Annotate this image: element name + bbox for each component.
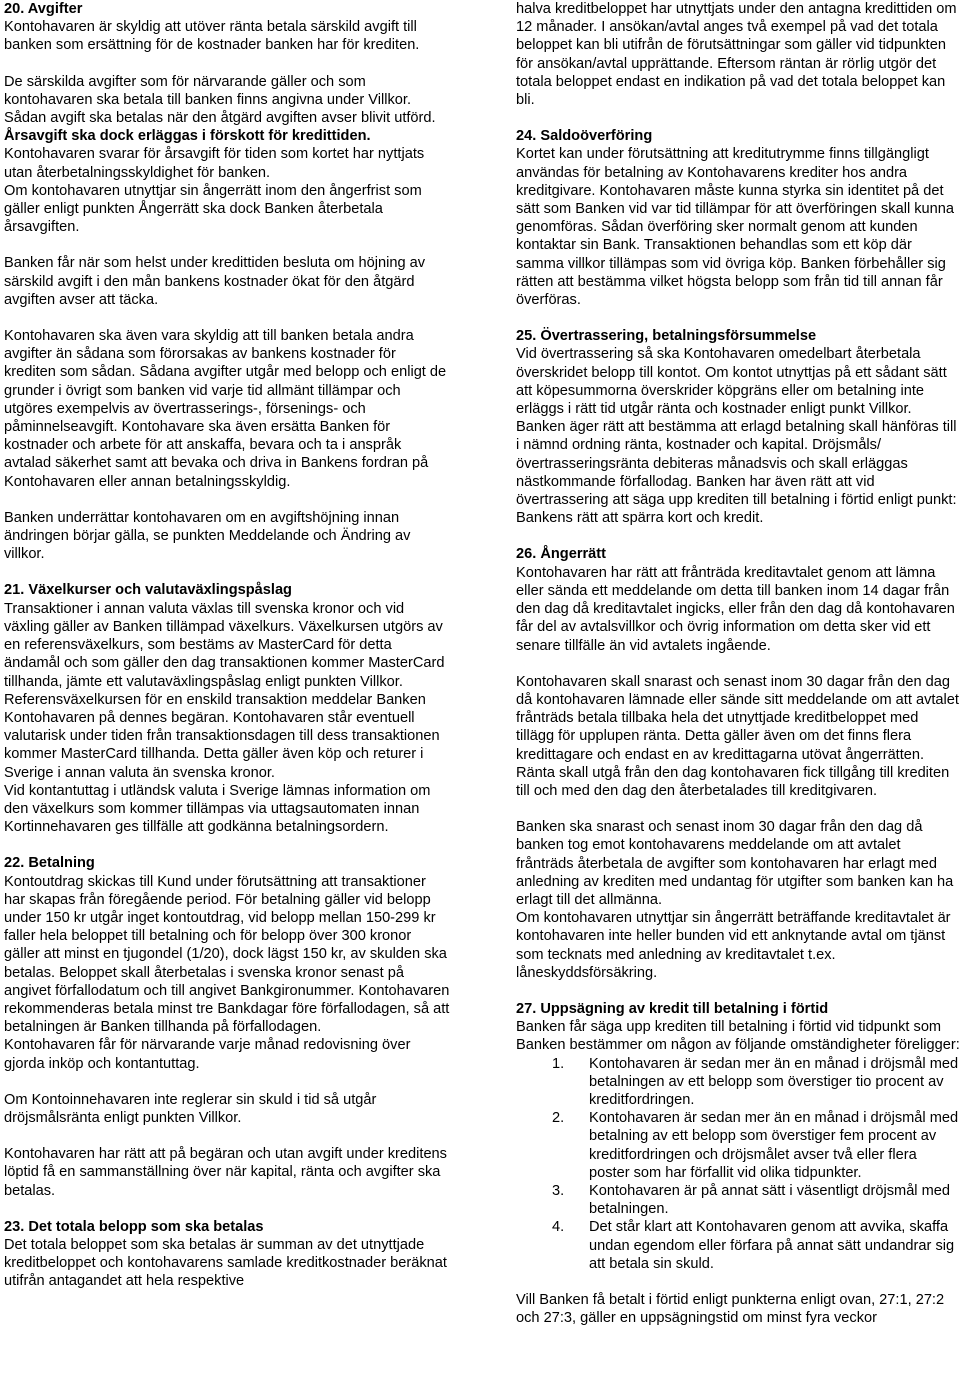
paragraph: De särskilda avgifter som för närvarande gäller och som kontohavaren ska betala till banken finns angivna under Villkor. Sådan avgift ska betalas när den åtgärd avgiften avser blivit utförd. Årsavgift ska dock erläggas i förskott för kredittiden. Kontohavaren svarar för årsavgift för tiden som kortet har nyttjats utan återbetalningsskyldighet för banken. bbox=[4, 73, 436, 181]
list-item-text: Det står klart att Kontohavaren genom att avvika, skaffa undan egendom eller förfara på annat sätt undandrar sig att betala sin skuld. bbox=[589, 1219, 955, 1272]
list-number: 4. bbox=[552, 1219, 565, 1236]
section-23-continued bbox=[516, 0, 960, 127]
paragraph: Vid övertrassering så ska Kontohavaren omedelbart återbetala överskridet belopp till kontot. Om kontot utnyttjas på ett sådant sätt att köpesummorna överskrider köpgräns eller om betalning inte erläggs i rätt tid utgår ränta och kostnader enligt punkt Villkor. Banken äger rätt att bestämma att erlagd betalning skall hänföras till i nämnd ordning ränta, kostnader och kapital. Dröjsmåls/övertrasseringsränta debiteras månadsvis och skall erläggas nästkommande förfallodag. Banken har även rätt att vid övertrassering att säga upp krediten till betalning i förtid enligt punkt: Bankens rätt att spärra kort och kredit. bbox=[516, 346, 957, 527]
section-heading: 22. Betalning bbox=[4, 855, 95, 872]
paragraph: Transaktioner i annan valuta växlas till svenska kronor och vid växling gäller av Banken tillämpad växelkurs. Växelkursen utgörs av en referensväxelkurs, som bestäms av MasterCard för detta ändamål och som gäller den dag transaktionen kommer MasterCard tillhanda, jämte ett valutaväxlingspåslag enligt punkten Villkor. Referensväxelkursen för en enskild transaktion meddelar Banken Kontohavaren på dennes begäran. Kontohavaren står eventuell valutarisk under tiden från transaktionsdagen till dess transaktionen kommer MasterCard tillhanda. Detta gäller även köp och returer i Sverige i annan valuta än svenska kronor. bbox=[4, 600, 445, 781]
section-26-angerratt bbox=[516, 545, 960, 999]
paragraph: Kontohavaren har rätt att frånträda kreditavtalet genom att lämna eller sända ett meddelande om detta till banken inom 14 dagar från den dag då kreditavtalet ingicks, eller från den dag då kontohavaren får del av avtalsvillkor och övrig information om detta sker vid ett senare tillfälle än vid avtalets ingående. bbox=[516, 564, 955, 654]
section-21-vaxelkurser bbox=[4, 581, 450, 854]
section-heading: 21. Växelkurser och valutaväxlingspåslag bbox=[4, 582, 292, 599]
paragraph: halva kreditbeloppet har utnyttjats under den antagna kredittiden om 12 månader. I ansökan/avtal anges två exempel på vad det totala beloppet kan bli utifrån de förutsättningar som gäller vid tidpunkten för ansökan/avtal upprättande. Eftersom räntan är rörlig utgör det totala beloppet endast en indikation på vad det totala beloppet kan bli. bbox=[516, 1, 957, 109]
list-item bbox=[516, 1109, 960, 1182]
section-24-saldooverforing bbox=[516, 127, 960, 327]
paragraph: Om Kontoinnehavaren inte reglerar sin skuld i tid så utgår dröjsmålsränta enligt punkten Villkor. bbox=[4, 1091, 377, 1126]
paragraph: Om kontohavaren utnyttjar sin ångerrätt inom den ångerfrist som gäller enligt punkten Ångerrätt ska dock Banken återbetala årsavgiften. bbox=[4, 182, 422, 236]
paragraph: Kontohavaren har rätt att på begäran och utan avgift under kreditens löptid få en sammanställning över när kapital, ränta och avgifter ska betalas. bbox=[4, 1146, 447, 1199]
paragraph: Kontoutdrag skickas till Kund under förutsättning att transaktioner har skapas från föregående period. För betalning gäller vid belopp under 150 kr utgår inget kontoutdrag, vid belopp mellan 150-299 kr faller hela beloppet till betalning och för belopp över 300 kronor gäller att minst en tjugondel (1/20), dock lägst 150 kr, av skulden ska betalas. Beloppet skall återbetalas i svenska kronor senast på angivet förfallodatum och till angivet Bankgironummer. Kontohavaren rekommenderas betala minst tre Bankdagar före förfallodagen, så att betalningen är Banken tillhanda på förfallodagen. bbox=[4, 873, 450, 1036]
paragraph: Det totala beloppet som ska betalas är summan av det utnyttjade kreditbeloppet och kontohavarens samlade kreditkostnader beräknat utifrån antagandet att hela respektive bbox=[4, 1236, 447, 1290]
section-23-totala-belopp bbox=[4, 1218, 450, 1291]
paragraph: Kontohavaren ska även vara skyldig att till banken betala andra avgifter än sådana som förorsakas av bankens kostnader för krediten som sådan. Sådana avgifter utgår med belopp och enligt de grunder i övrigt som banken vid varje tid allmänt tillämpar och utgöres exempelvis av övertrasserings-, försenings- och påminnelseavgift. Kontohavare ska även ersätta Banken för kostnader och arbete för att anskaffa, bevara och ta i anspråk avtalad säkerhet samt att bevaka och driva in Bankens fordran på Kontohavaren eller annan betalningsskyldig. bbox=[4, 328, 447, 490]
list-item bbox=[516, 1218, 960, 1273]
paragraph: Banken underrättar kontohavaren om en avgiftshöjning innan ändringen börjar gälla, se punkten Meddelande och Ändring av villkor. bbox=[4, 509, 411, 563]
paragraph: Vid kontantuttag i utländsk valuta i Sverige lämnas information om den växelkurs som kommer tillämpas via uttagsautomaten innan Kortinnehavaren ges tillfälle att godkänna betalningsordern. bbox=[4, 782, 431, 836]
paragraph: Kortet kan under förutsättning att kreditutrymme finns tillgängligt användas för betalning av Kontohavarens krediter hos andra kreditgivare. Kontohavaren måste kunna styrka sin identitet på det sätt som Banken vid var tid tillämpar för att överföringen skall kunna genomföras. Sådan överföring sker normalt genom att kunden kontaktar sin Bank. Transaktionen behandlas som ett köp där samma villkor tillämpas som vid övriga köp. Banken förbehåller sig rätten att bestämma vilket högsta belopp som från tid till annan får överföras. bbox=[516, 146, 955, 309]
list-number: 1. bbox=[552, 1055, 565, 1072]
paragraph: Om kontohavaren utnyttjar sin ångerrätt beträffande kreditavtalet är kontohavaren inte heller bunden vid ett anknytande avtal om tjänst som tecknats med anledning av kreditavtalet t.ex. låneskyddsförsäkring. bbox=[516, 910, 951, 981]
numbered-list bbox=[516, 1055, 960, 1273]
paragraph: Kontohavaren får för närvarande varje månad redovisning över gjorda inköp och kontantuttag. bbox=[4, 1037, 411, 1072]
section-25-overtrassering bbox=[516, 327, 960, 545]
paragraph: Banken får säga upp krediten till betalning i förtid vid tidpunkt som Banken bestämmer om någon av följande omständigheter föreligger: bbox=[516, 1019, 960, 1054]
section-heading: 20. Avgifter bbox=[4, 1, 83, 17]
section-22-betalning bbox=[4, 854, 450, 1217]
list-item-text: Kontohavaren är sedan mer än en månad i dröjsmål med betalningen av ett belopp som överstiger tio procent av kreditfordringen. bbox=[589, 1055, 959, 1108]
section-20-avgifter bbox=[4, 0, 450, 581]
list-item-text: Kontohavaren är på annat sätt i väsentligt dröjsmål med betalningen. bbox=[589, 1182, 950, 1218]
list-item bbox=[516, 1055, 960, 1110]
list-item bbox=[516, 1182, 960, 1218]
right-column bbox=[516, 0, 960, 1327]
paragraph: Vill Banken få betalt i förtid enligt punkterna enligt ovan, 27:1, 27:2 och 27:3, gäller en uppsägningstid om minst fyra veckor bbox=[516, 1292, 945, 1327]
paragraph: Banken ska snarast och senast inom 30 dagar från den dag då banken tog emot kontohavarens meddelande om att avtalet frånträds återbetala de avgifter som kontohavaren har erlagt med anledning av krediten med undantag för utgifter som banken kan ha erlagt till det allmänna. bbox=[516, 819, 954, 908]
section-heading: 23. Det totala belopp som ska betalas bbox=[4, 1218, 264, 1235]
paragraph: Kontohavaren skall snarast och senast inom 30 dagar från den dag då kontohavaren lämnade eller sände sitt meddelande om att avtalet frånträds betala tillbaka hela det utnyttjade kreditbeloppet med tillägg för upplupen ränta. Detta gäller även om det finns flera kredittagare och endast en av kredittagarna utövat ångerrätten. Ränta skall utgå från den dag kontohavaren fick tillgång till krediten till och med den dag den återbetalades till kreditgivaren. bbox=[516, 673, 959, 799]
left-column bbox=[4, 0, 450, 1291]
list-number: 3. bbox=[552, 1182, 565, 1199]
list-number: 2. bbox=[552, 1110, 565, 1127]
section-heading: 24. Saldoöverföring bbox=[516, 128, 653, 145]
section-heading: 27. Uppsägning av kredit till betalning i förtid bbox=[516, 1000, 829, 1017]
section-heading: 26. Ångerrätt bbox=[516, 546, 607, 563]
paragraph: Banken får när som helst under kredittiden besluta om höjning av särskild avgift i den mån bankens kostnader ökat för den åtgärd avgiften avser att täcka. bbox=[4, 255, 426, 308]
section-heading: 25. Övertrassering, betalningsförsummelse bbox=[516, 328, 817, 345]
section-27-uppsagning bbox=[516, 1000, 960, 1327]
bold-text: Årsavgift ska dock erläggas i förskott för kredittiden. bbox=[4, 128, 371, 145]
list-item-text: Kontohavaren är sedan mer än en månad i dröjsmål med betalning av ett belopp som överstiger fem procent av kreditfordringen och dröjsmålet avser två eller flera poster som har förfallit vid olika tidpunkter. bbox=[589, 1110, 959, 1181]
paragraph: Kontohavaren är skyldig att utöver ränta betala särskild avgift till banken som ersättning för de kostnader banken har för krediten. bbox=[4, 19, 420, 54]
